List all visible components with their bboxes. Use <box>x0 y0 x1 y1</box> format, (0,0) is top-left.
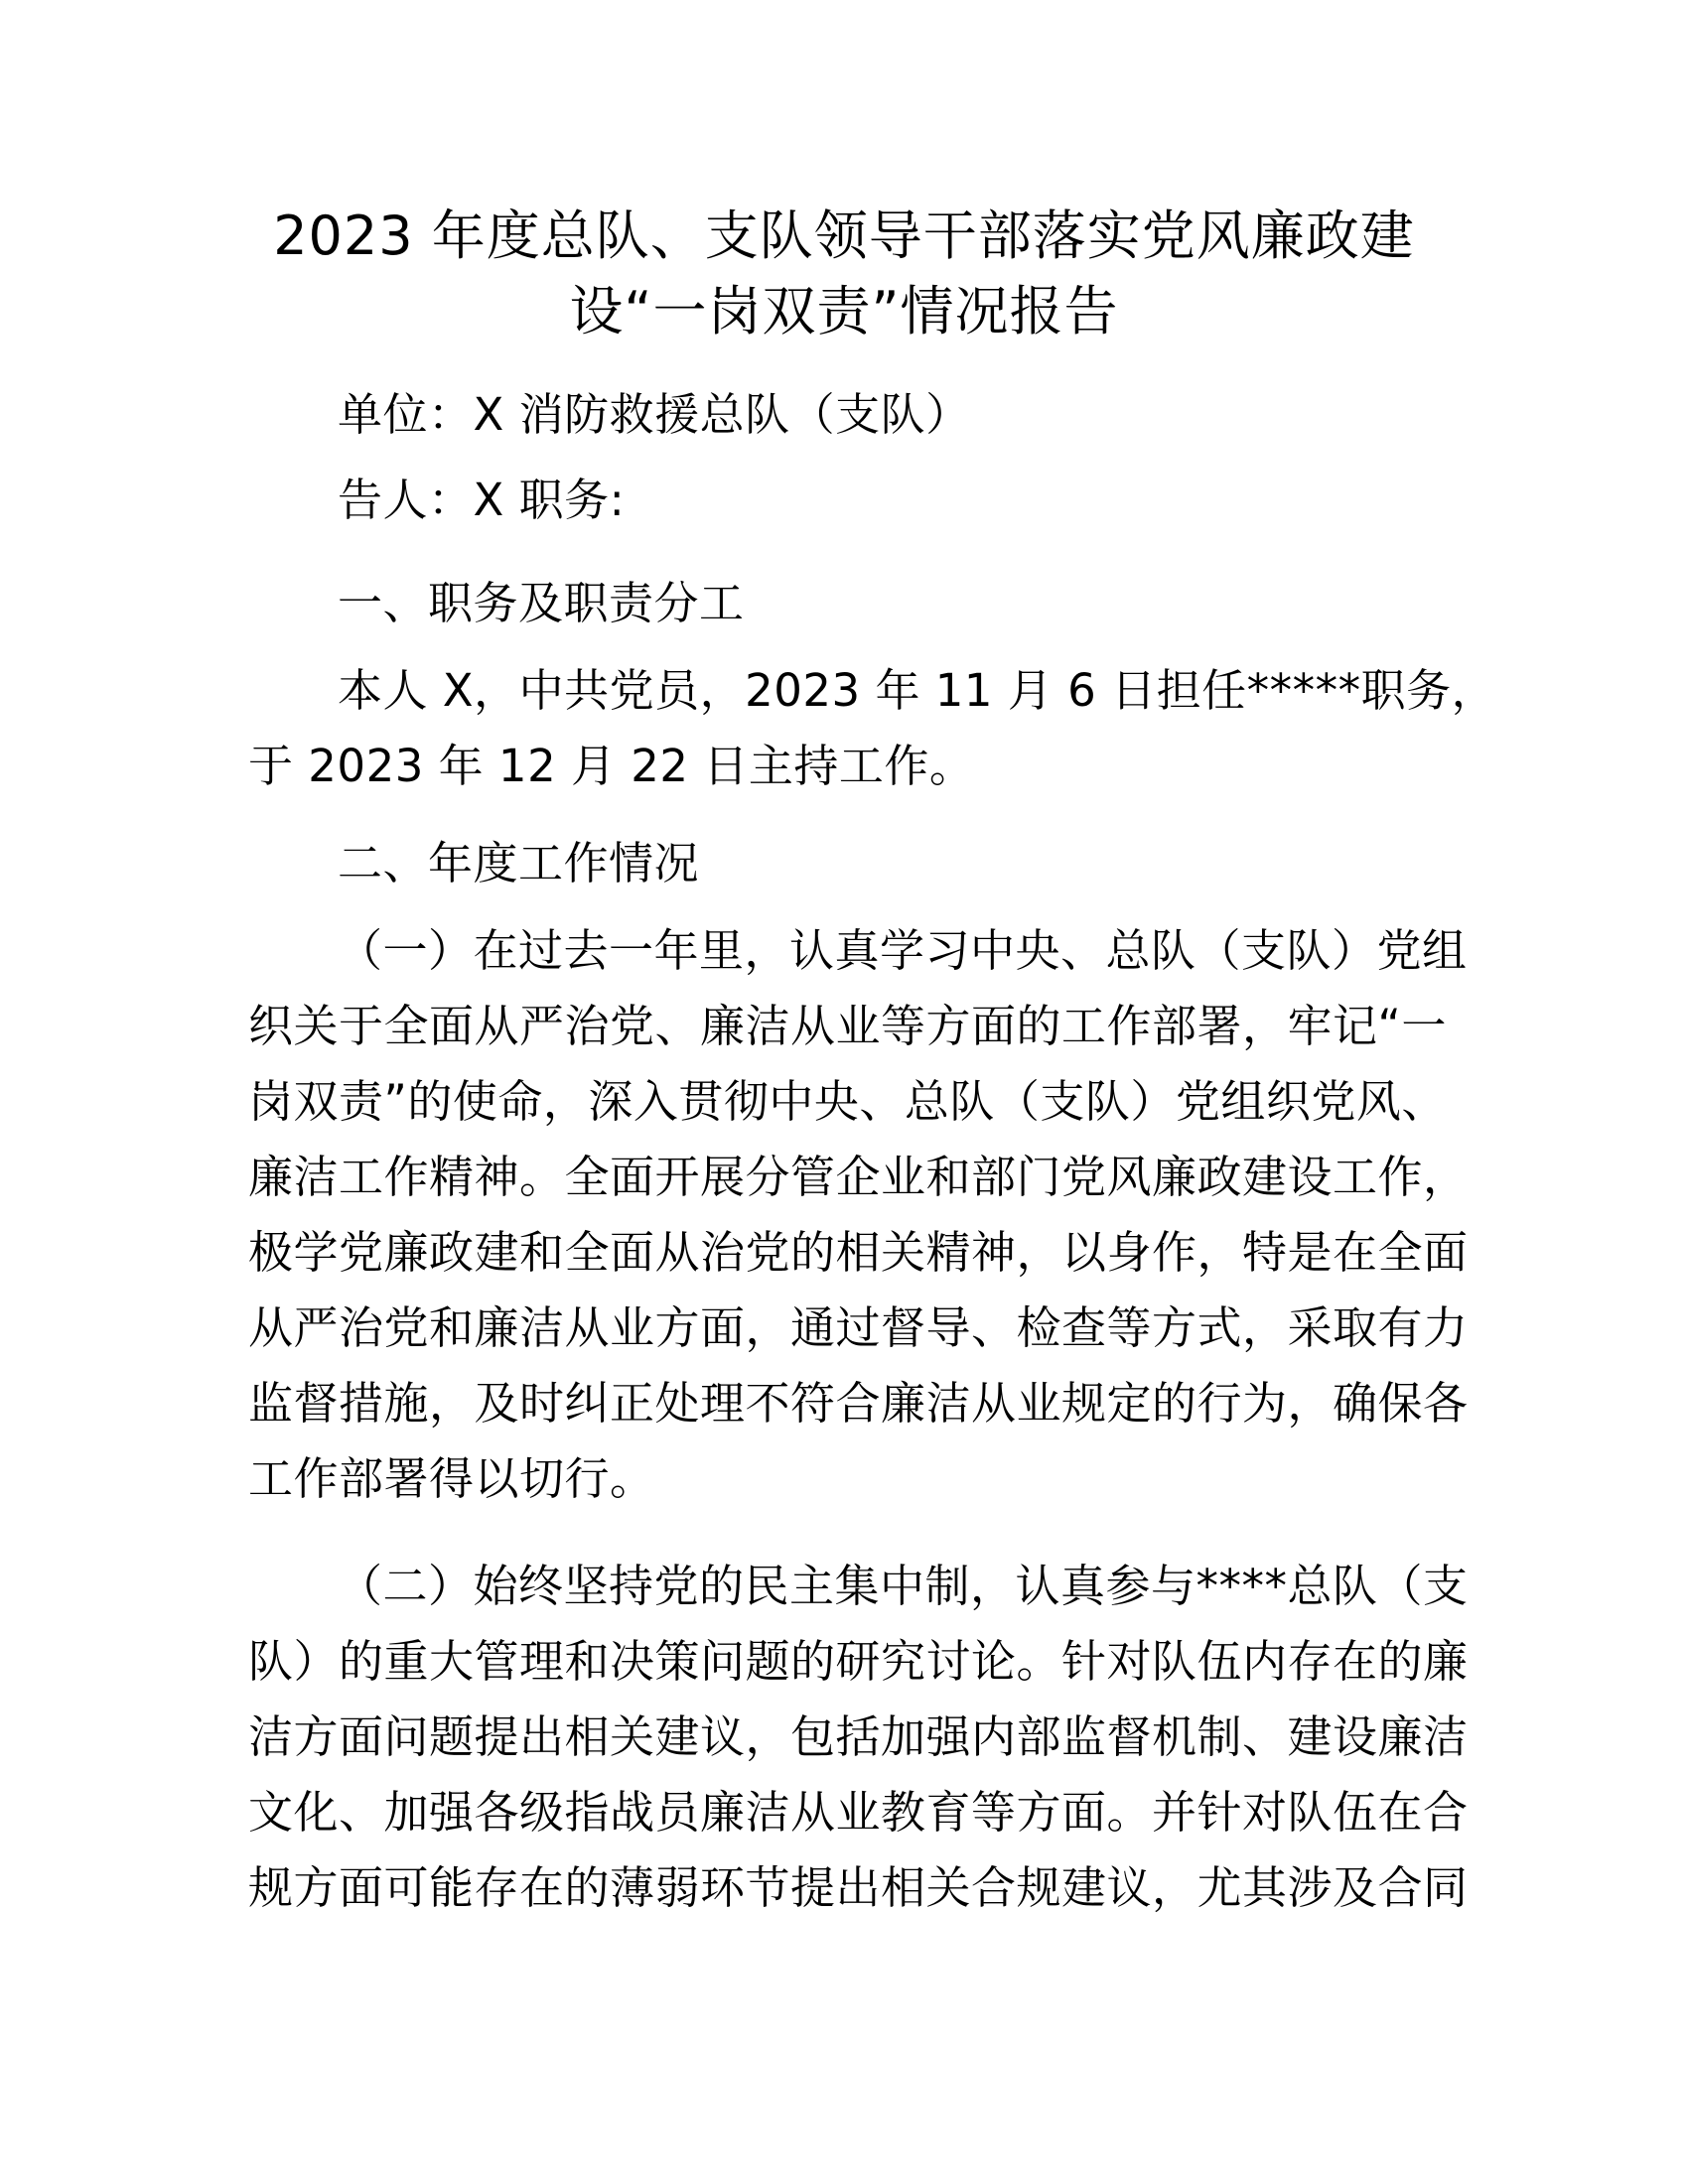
section1-body-line-1: 本人 X，中共党员，2023 年 11 月 6 日担任*****职务， <box>338 664 1497 717</box>
item2-line: 文化、加强各级指战员廉洁从业教育等方面。并针对队伍在合 <box>248 1786 1469 1839</box>
item2-line: 队）的重大管理和决策问题的研究讨论。针对队伍内存在的廉 <box>248 1635 1469 1688</box>
item2-line: 规方面可能存在的薄弱环节提出相关合规建议，尤其涉及合同 <box>248 1861 1469 1914</box>
item2-line: （二）始终坚持党的民主集中制，认真参与****总队（支 <box>338 1560 1469 1612</box>
section1-body-line-2: 于 2023 年 12 月 22 日主持工作。 <box>248 740 975 792</box>
title-line-2: 设“一岗双责”情况报告 <box>569 280 1119 342</box>
unit-line: 单位：X 消防救援总队（支队） <box>338 388 971 441</box>
section2-item-2 <box>248 1549 1469 1926</box>
reporter-line: 告人：X 职务: <box>338 474 626 526</box>
title-line-1: 2023 年度总队、支队领导干部落实党风廉政建 <box>273 205 1415 267</box>
item1-line: 织关于全面从严治党、廉洁从业等方面的工作部署，牢记“一 <box>248 1000 1447 1052</box>
item1-line: 极学党廉政建和全面从治党的相关精神，以身作，特是在全面 <box>248 1226 1469 1279</box>
item1-line: 从严治党和廉洁从业方面，通过督导、检查等方式，采取有力 <box>248 1301 1469 1354</box>
section2-heading: 二、年度工作情况 <box>338 837 700 889</box>
item1-line: 廉洁工作精神。全面开展分管企业和部门党风廉政建设工作， <box>248 1151 1469 1203</box>
document-title <box>199 199 1489 349</box>
item1-line: 监督措施，及时纠正处理不符合廉洁从业规定的行为，确保各 <box>248 1377 1469 1430</box>
item1-line: （一）在过去一年里，认真学习中央、总队（支队）党组 <box>338 924 1468 977</box>
item2-line: 洁方面问题提出相关建议，包括加强内部监督机制、建设廉洁 <box>248 1710 1469 1763</box>
section2-item-1 <box>248 913 1469 1517</box>
section1-heading: 一、职务及职责分工 <box>338 577 745 629</box>
item1-line: 岗双责”的使命，深入贯彻中央、总队（支队）党组织党风、 <box>248 1075 1447 1128</box>
section1-body <box>248 653 1497 804</box>
item1-line: 工作部署得以切行。 <box>248 1452 655 1505</box>
